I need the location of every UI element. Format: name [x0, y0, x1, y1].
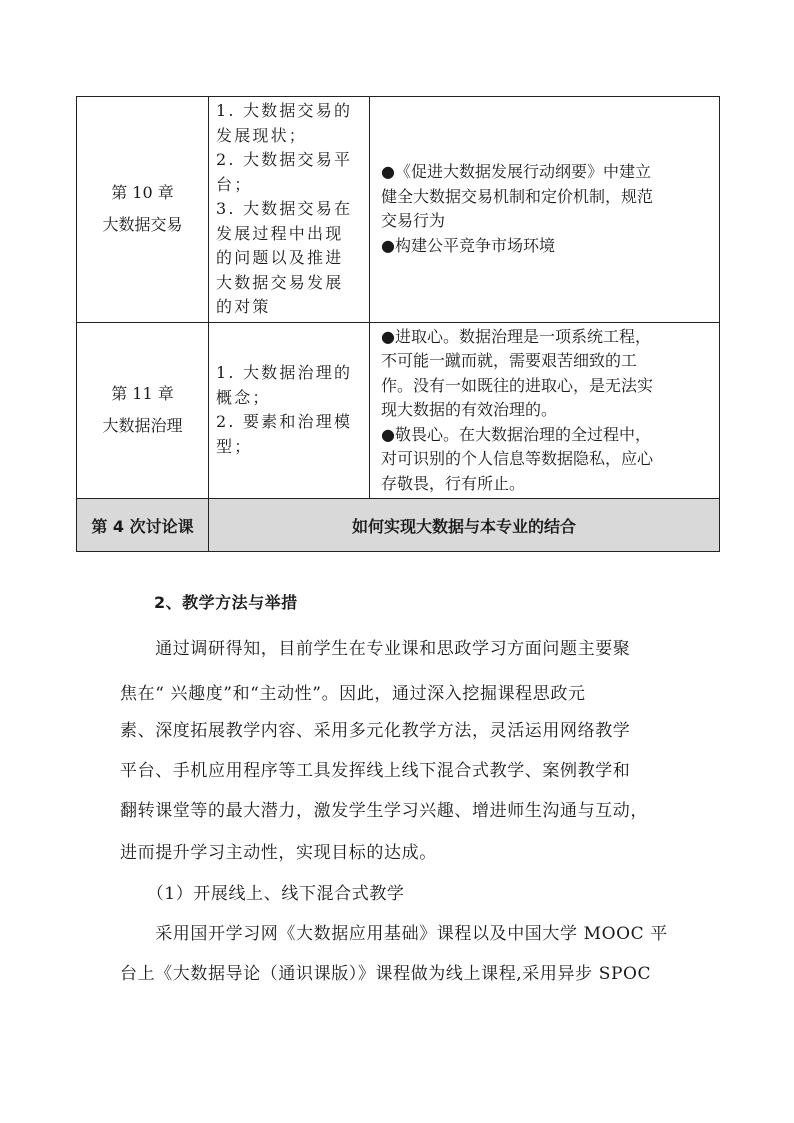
section-heading: 2、教学方法与举措 [154, 593, 298, 612]
chapter-title: 大数据治理 [102, 416, 183, 436]
content-line: 3. 大数据交易在 [216, 199, 353, 218]
paragraph-line: 翻转课堂等的最大潜力，激发学生学习兴趣、增进师生沟通与互动， [120, 801, 648, 821]
ideological-points-cell [370, 322, 720, 499]
point-line: 现大数据的有效治理的。 [381, 400, 558, 419]
paragraph-line: 进而提升学习主动性，实现目标的达成。 [120, 843, 437, 863]
content-line: 的对策 [216, 297, 271, 316]
content-line: 型； [216, 436, 253, 456]
chapter-number: 第 10 章 [111, 183, 174, 203]
content-line: 发展现状； [216, 125, 308, 145]
point-line: 交易行为 [381, 211, 446, 231]
table-row [77, 97, 720, 323]
point-line: ●进取心。数据治理是一项系统工程， [381, 326, 651, 346]
syllabus-table [76, 96, 720, 552]
chapter-cell [77, 97, 209, 323]
paragraph-line: 平台、手机应用程序等工具发挥线上线下混合式教学、案例教学和 [120, 761, 631, 781]
point-line: ●构建公平竞争市场环境 [381, 235, 555, 255]
chapter-number: 第 11 章 [111, 384, 174, 404]
chapter-cell [77, 322, 209, 499]
subheading: （1）开展线上、线下混合式教学 [120, 884, 405, 904]
paragraph-line: 采用国开学习网《大数据应用基础》课程以及中国大学 MOOC 平 [120, 924, 668, 944]
content-line: 发展过程中出现 [216, 223, 344, 243]
content-line: 1. 大数据治理的 [216, 363, 353, 383]
content-line: 概念； [216, 387, 271, 407]
point-line: 健全大数据交易机制和定价机制，规范 [381, 186, 654, 206]
point-line: ●敬畏心。在大数据治理的全过程中， [381, 424, 651, 444]
paragraph-line: 台上《大数据导论（通识课版）》课程做为线上课程,采用异步 SPOC [120, 964, 652, 984]
point-line: 存敬畏，行有所止。 [381, 473, 526, 493]
paragraph-line: 素、深度拓展教学内容、采用多元化教学方法，灵活运用网络教学 [120, 721, 631, 741]
ideological-points-cell [370, 97, 720, 323]
point-line: 作。没有一如既往的进取心，是无法实 [381, 375, 654, 395]
content-line: 2. 大数据交易平 [216, 150, 353, 169]
content-line: 的问题以及推进 [216, 248, 344, 267]
content-line: 2. 要素和治理模 [216, 412, 353, 432]
content-line: 台； [216, 174, 253, 194]
discussion-row [77, 499, 720, 552]
content-line: 1. 大数据交易的 [216, 101, 353, 120]
discussion-label: 第 4 次讨论课 [77, 499, 209, 552]
paragraph-line: 通过调研得知，目前学生在专业课和思政学习方面问题主要聚 [120, 639, 631, 659]
paragraph-line: 焦在“ 兴趣度”和“主动性”。因此，通过深入挖掘课程思政元 [120, 684, 586, 704]
discussion-topic: 如何实现大数据与本专业的结合 [209, 499, 720, 552]
point-line: 对可识别的个人信息等数据隐私，应心 [381, 449, 654, 468]
content-cell [209, 322, 370, 499]
content-cell [209, 97, 370, 323]
content-line: 大数据交易发展 [216, 272, 344, 292]
point-line: 不可能一蹴而就，需要艰苦细致的工 [381, 351, 638, 370]
chapter-title: 大数据交易 [102, 215, 183, 235]
table-row [77, 322, 720, 499]
point-line: ●《促进大数据发展行动纲要》中建立 [381, 162, 651, 182]
